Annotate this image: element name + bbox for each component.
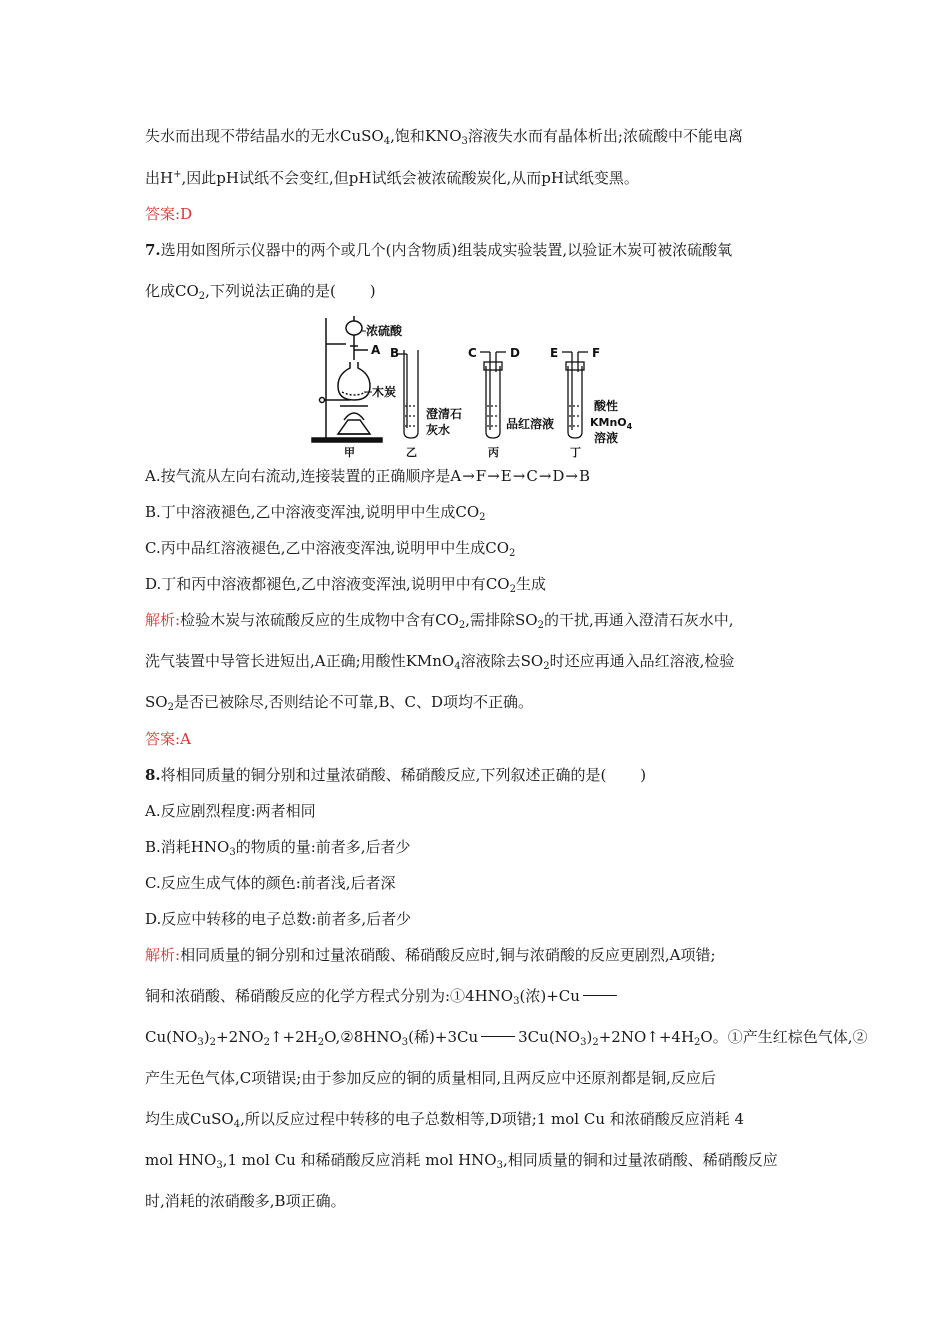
label-limewater: 澄清石 — [426, 407, 463, 421]
formula: H — [160, 169, 174, 187]
text: 项错误;由于参加反应的铜的质量相同,且两反应中还原剂都是铜,反应后 — [251, 1069, 716, 1087]
seq-item: A — [450, 467, 462, 485]
seq-item: E — [500, 467, 512, 485]
text: pH — [216, 169, 239, 187]
label-bing: 丙 — [488, 446, 499, 459]
formula: +2H — [282, 1028, 318, 1046]
q7-explanation-line-2 — [145, 651, 734, 671]
option-text: B.丁中溶液褪色,乙中溶液变浑浊,说明甲中生成 — [145, 503, 456, 521]
label-ding: 丁 — [570, 446, 581, 459]
formula: CuSO — [340, 127, 384, 145]
option-text: 的物质的量:前者多,后者少 — [235, 838, 411, 856]
formula: CO — [175, 282, 199, 300]
text: ,下列说法正确的是( — [205, 282, 336, 300]
seq-item: C — [526, 467, 538, 485]
text: B — [274, 1192, 286, 1210]
arrow-icon: → — [538, 467, 552, 485]
option-text: B.消耗 — [145, 838, 191, 856]
formula: KNO — [424, 127, 462, 145]
label-jia: 甲 — [344, 446, 355, 459]
text: B、C、D — [378, 693, 444, 711]
text: ) — [203, 1028, 210, 1046]
subscript: 3 — [216, 1160, 223, 1171]
label-kmno4-text: KMnO — [590, 416, 627, 429]
subscript: 2 — [543, 661, 550, 672]
q8-explanation-line-7 — [145, 1191, 346, 1211]
q8-option-c: C.反应生成气体的颜色:前者浅,后者深 — [145, 874, 396, 892]
subscript: 2 — [263, 1037, 270, 1048]
label-kmno4-sub: 4 — [626, 422, 633, 431]
text: 时,消耗的浓硝酸多, — [145, 1192, 275, 1210]
formula: CO — [485, 575, 510, 593]
label-b: B — [390, 346, 400, 360]
text: pH — [348, 169, 372, 187]
subscript: 2 — [509, 584, 516, 595]
q6-answer — [145, 204, 192, 224]
label-solution: 溶液 — [594, 431, 619, 445]
text: 试纸会被浓硫酸炭化,从而 — [371, 169, 542, 187]
formula: KMnO — [405, 652, 455, 670]
text: O,②8HNO — [324, 1028, 402, 1046]
formula: Cu(NO — [145, 1028, 198, 1046]
formula: CO — [435, 611, 459, 629]
option-text: 生成 — [515, 575, 546, 593]
text: ,需排除 — [465, 611, 516, 629]
arrow-icon: → — [462, 467, 475, 485]
text: 相同质量的铜分别和过量浓硝酸、稀硝酸反应时,铜与浓硝酸的反应更剧烈, — [180, 946, 670, 964]
explanation-label: 解析 — [145, 611, 176, 629]
seq-item: B — [579, 467, 591, 485]
label-a: A — [371, 343, 381, 357]
label-c: C — [468, 346, 477, 360]
explanation-label: 解析 — [145, 946, 176, 964]
subscript: 4 — [454, 661, 461, 672]
subscript: 2 — [198, 291, 206, 302]
text: C — [239, 1069, 252, 1087]
label-pinkred-solution: 品红溶液 — [506, 417, 555, 431]
q6-explanation-line-2 — [145, 168, 639, 188]
text: 项错; — [680, 946, 716, 964]
q8-option-a: A.反应剧烈程度:两者相同 — [145, 802, 316, 820]
label-yi: 乙 — [406, 446, 417, 459]
formula: +4H — [658, 1028, 695, 1046]
answer-label: 答案 — [145, 205, 176, 223]
text: 项均不正确。 — [443, 693, 534, 711]
text: 试纸不会变红,但 — [238, 169, 349, 187]
subscript: 2 — [167, 702, 174, 713]
subscript: 4 — [233, 1119, 241, 1130]
answer-separator: : — [175, 205, 181, 223]
subscript: 3 — [197, 1037, 204, 1048]
text: ,1 mol Cu 和稀硝酸反应消耗 mol HNO — [222, 1151, 497, 1169]
text: ) — [369, 282, 376, 300]
text: O。①产生红棕色气体,② — [700, 1028, 868, 1046]
text: 试纸变黑。 — [563, 169, 639, 187]
text: 时还应再通入品红溶液,检验 — [549, 652, 735, 670]
question-number: 8. — [145, 766, 161, 784]
subscript: 2 — [479, 512, 486, 523]
question-stem: 将相同质量的铜分别和过量浓硝酸、稀硝酸反应,下列叙述正确的是( — [160, 766, 607, 784]
formula: +2NO — [598, 1028, 647, 1046]
arrow-icon: → — [565, 467, 578, 485]
formula: CO — [485, 539, 510, 557]
option-text: C.丙中品红溶液褪色,乙中溶液变浑浊,说明甲中生成 — [145, 539, 486, 557]
subscript: 2 — [537, 620, 544, 631]
formula: SO — [515, 611, 538, 629]
seq-item: D — [552, 467, 565, 485]
gas-arrow-icon: ↑ — [646, 1028, 659, 1046]
subscript: 3 — [229, 847, 236, 858]
q6-explanation-line-1 — [145, 126, 743, 146]
subscript: 3 — [461, 136, 468, 147]
subscript: 3 — [513, 996, 520, 1007]
subscript: 2 — [317, 1037, 325, 1048]
q8-explanation-line-5 — [145, 1109, 744, 1129]
q7-option-b — [145, 502, 486, 522]
q7-stem-line-1 — [145, 240, 732, 260]
subscript: 3 — [401, 1037, 409, 1048]
text: 均生成 — [145, 1110, 191, 1128]
question-number: 7. — [145, 241, 161, 259]
text: 化成 — [145, 282, 176, 300]
text: (浓)+Cu — [519, 987, 580, 1005]
seq-item: F — [475, 467, 487, 485]
text: 失水而出现不带结晶水的无水 — [145, 127, 341, 145]
label-d: D — [510, 346, 520, 360]
label-limewater-2: 灰水 — [426, 423, 451, 437]
text: D — [489, 1110, 502, 1128]
text: 检验木炭与浓硫酸反应的生成物中含有 — [180, 611, 436, 629]
arrow-icon: → — [487, 467, 500, 485]
q8-explanation-line-1: 解析:相同质量的铜分别和过量浓硝酸、稀硝酸反应时,铜与浓硝酸的反应更剧烈,A项错; — [145, 946, 716, 964]
apparatus-ding — [562, 352, 588, 438]
q7-explanation-line-1: 解析:检验木炭与浓硫酸反应的生成物中含有$CO_2$,需排除$SO_2$的干扰,再通入澄清石灰水中, — [145, 611, 734, 631]
text: 项正确。 — [285, 1192, 346, 1210]
subscript: 4 — [383, 136, 391, 147]
q8-option-d: D.反应中转移的电子总数:前者多,后者少 — [145, 910, 412, 928]
q8-stem — [145, 765, 646, 785]
formula: +2NO — [216, 1028, 264, 1046]
answer-separator: : — [175, 730, 181, 748]
text: ) — [586, 1028, 593, 1046]
text: pH — [541, 169, 564, 187]
answer-value: A — [180, 730, 191, 748]
q7-option-c — [145, 538, 515, 558]
formula: SO — [520, 652, 544, 670]
subscript: 2 — [209, 1037, 217, 1048]
text: A — [669, 946, 681, 964]
subscript: 3 — [496, 1160, 503, 1171]
subscript: 2 — [694, 1037, 701, 1048]
subscript: 2 — [509, 548, 516, 559]
text: ,饱和 — [390, 127, 425, 145]
answer-label: 答案 — [145, 730, 176, 748]
arrow-icon: → — [512, 467, 526, 485]
text: ,因此 — [181, 169, 217, 187]
formula: SO — [145, 693, 168, 711]
formula: CO — [455, 503, 480, 521]
subscript: 2 — [458, 620, 466, 631]
label-acidic: 酸性 — [594, 399, 619, 413]
apparatus-bing — [480, 352, 506, 438]
answer-value: D — [180, 205, 193, 223]
text: 项错;1 mol Cu 和浓硝酸反应消耗 4 — [501, 1110, 745, 1128]
formula: 3Cu(NO — [518, 1028, 581, 1046]
text: 铜和浓硝酸、稀硝酸反应的化学方程式分别为:① — [145, 987, 466, 1005]
text: 是否已被除尽,否则结论不可靠, — [173, 693, 379, 711]
text: A — [314, 652, 326, 670]
superscript: + — [173, 169, 182, 180]
text: (稀)+3Cu — [408, 1028, 479, 1046]
formula: mol HNO — [145, 1151, 217, 1169]
equals-line — [583, 995, 617, 996]
q8-explanation-line-2 — [145, 986, 620, 1006]
q8-explanation-line-6 — [145, 1150, 778, 1170]
q7-stem-line-2 — [145, 281, 376, 301]
label-charcoal: 木炭 — [372, 385, 397, 399]
formula: CuSO — [190, 1110, 234, 1128]
subscript: 3 — [580, 1037, 587, 1048]
q8-explanation-line-3 — [145, 1027, 868, 1047]
equals-line — [481, 1036, 515, 1037]
q8-option-b — [145, 837, 411, 857]
question-stem: 选用如图所示仪器中的两个或几个(内含物质)组装成实验装置,以验证木炭可被浓硫酸氧 — [160, 241, 733, 259]
text: 产生无色气体, — [145, 1069, 240, 1087]
text: 正确;用酸性 — [325, 652, 406, 670]
text: 出 — [145, 169, 161, 187]
text: ) — [640, 766, 647, 784]
gas-arrow-icon: ↑ — [269, 1028, 283, 1046]
label-conc-acid: 浓硫酸 — [366, 324, 403, 338]
text: 洗气装置中导管长进短出, — [145, 652, 315, 670]
text: ,所以反应过程中转移的电子总数相等, — [240, 1110, 490, 1128]
text: 溶液除去 — [460, 652, 521, 670]
q8-explanation-line-4 — [145, 1068, 716, 1088]
apparatus-yi — [398, 350, 418, 438]
q7-explanation-line-3 — [145, 692, 533, 712]
q7-answer — [145, 729, 191, 749]
label-e: E — [550, 346, 559, 360]
option-text: A.按气流从左向右流动,连接装置的正确顺序是 — [145, 467, 451, 485]
text: ,相同质量的铜和过量浓硝酸、稀硝酸反应 — [502, 1151, 778, 1169]
text: 溶液失水而有晶体析出;浓硫酸中不能电离 — [467, 127, 743, 145]
formula: 4HNO — [465, 987, 514, 1005]
subscript: 2 — [592, 1037, 599, 1048]
formula: HNO — [190, 838, 230, 856]
label-kmno4 — [590, 416, 633, 431]
q7-option-a — [145, 466, 590, 486]
label-f: F — [592, 346, 601, 360]
q7-option-d — [145, 574, 546, 594]
apparatus-figure — [308, 310, 648, 460]
text: 的干扰,再通入澄清石灰水中, — [543, 611, 734, 629]
option-text: D.丁和丙中溶液都褪色,乙中溶液变浑浊,说明甲中有 — [145, 575, 486, 593]
